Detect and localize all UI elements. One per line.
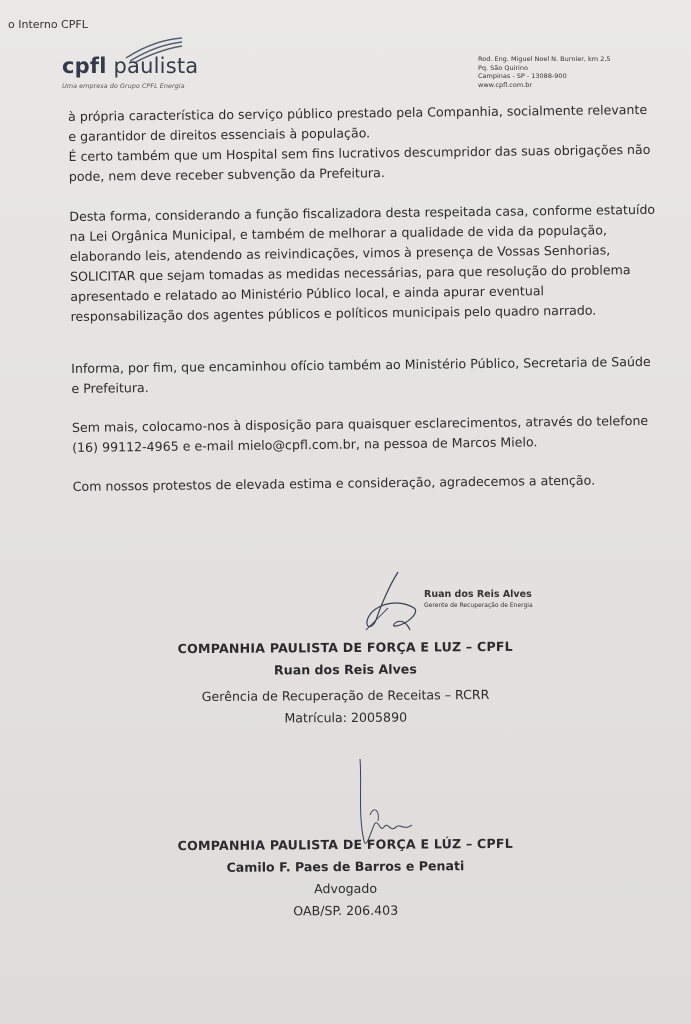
signature-block-1 bbox=[0, 635, 691, 732]
text-line: e Prefeitura. bbox=[71, 380, 149, 396]
signatory-name: Camilo F. Paes de Barros e Penati bbox=[226, 858, 465, 875]
logo-sub: paulista bbox=[113, 54, 199, 78]
signatory-id: OAB/SP. 206.403 bbox=[293, 902, 399, 919]
text-line: na Lei Orgânica Municipal, e também de melhorar a qualidade de vida da população, bbox=[69, 222, 608, 244]
text-line: pode, nem deve receber subvenção da Prefeitura. bbox=[68, 165, 385, 184]
internal-label: o Interno CPFL bbox=[8, 18, 88, 31]
stamp-role: Gerente de Recuperação de Energia bbox=[424, 602, 533, 609]
letter-body bbox=[68, 100, 663, 516]
signature-block-2 bbox=[0, 832, 691, 925]
company-address bbox=[478, 55, 611, 89]
text-line: e garantidor de direitos essenciais à população. bbox=[68, 125, 371, 144]
stamp-name: Ruan dos Reis Alves bbox=[424, 589, 532, 600]
logo-tagline: Uma empresa do Grupo CPFL Energia bbox=[62, 82, 185, 90]
text-line: apresentado e relatado ao Ministério Público local, e ainda apurar eventual bbox=[70, 283, 545, 304]
signatory-id: Matrícula: 2005890 bbox=[284, 709, 408, 726]
paragraph-6 bbox=[73, 470, 663, 497]
cpfl-logo bbox=[62, 36, 232, 96]
address-line: Rod. Eng. Miguel Noel N. Burnier, km 2,5 bbox=[478, 55, 611, 63]
text-line: (16) 99112-4965 e e-mail mielo@cpfl.com.br, na pessoa de Marcos Mielo. bbox=[72, 434, 538, 455]
address-line: Campinas - SP - 13088-900 bbox=[478, 72, 567, 80]
signatory-company: COMPANHIA PAULISTA DE FORÇA E LUZ – CPFL bbox=[177, 638, 513, 657]
signatory-company: COMPANHIA PAULISTA DE FORÇA E LÚZ – CPFL bbox=[177, 835, 513, 854]
signature-ruan bbox=[358, 568, 428, 638]
text-line: Informa, por fim, que encaminhou ofício também ao Ministério Público, Secretaria de Saúde bbox=[71, 353, 651, 376]
logo-brand: cpfl bbox=[62, 54, 107, 78]
address-line: Pq. São Quirino bbox=[478, 63, 528, 72]
signatory-role: Advogado bbox=[314, 880, 378, 897]
paragraph-2 bbox=[68, 140, 658, 187]
text-line: responsabilização dos agentes públicos e políticos municipais pelo quadro narrado. bbox=[70, 302, 597, 324]
paragraph-4 bbox=[71, 352, 661, 399]
signer-stamp bbox=[424, 589, 533, 611]
text-line: Com nossos protestos de elevada estima e consideração, agradecemos a atenção. bbox=[72, 472, 596, 494]
paragraph-5 bbox=[72, 411, 662, 458]
signatory-name: Ruan dos Reis Alves bbox=[273, 661, 417, 678]
text-line: elaborando leis, atendendo as reivindicações, vimos à presença de Vossas Senhorias, bbox=[69, 242, 611, 264]
signatory-role: Gerência de Recuperação de Receitas – RCRR bbox=[201, 686, 490, 705]
text-line: Sem mais, colocamo-nos à disposição para quaisquer esclarecimentos, através do telefone bbox=[71, 412, 649, 435]
address-line: www.cpfl.com.br bbox=[478, 80, 533, 89]
text-line: à própria característica do serviço público prestado pela Companhia, socialmente relevante bbox=[68, 101, 648, 124]
paragraph-3 bbox=[69, 200, 660, 327]
text-line: Desta forma, considerando a função fiscalizadora desta respeitada casa, conforme estatuído bbox=[69, 201, 656, 224]
text-line: SOLICITAR que sejam tomadas as medidas necessárias, para que resolução do problema bbox=[69, 262, 631, 284]
logo-wordmark bbox=[62, 54, 198, 78]
text-line: É certo também que um Hospital sem fins lucrativos descumpridor das suas obrigações não bbox=[68, 141, 651, 164]
